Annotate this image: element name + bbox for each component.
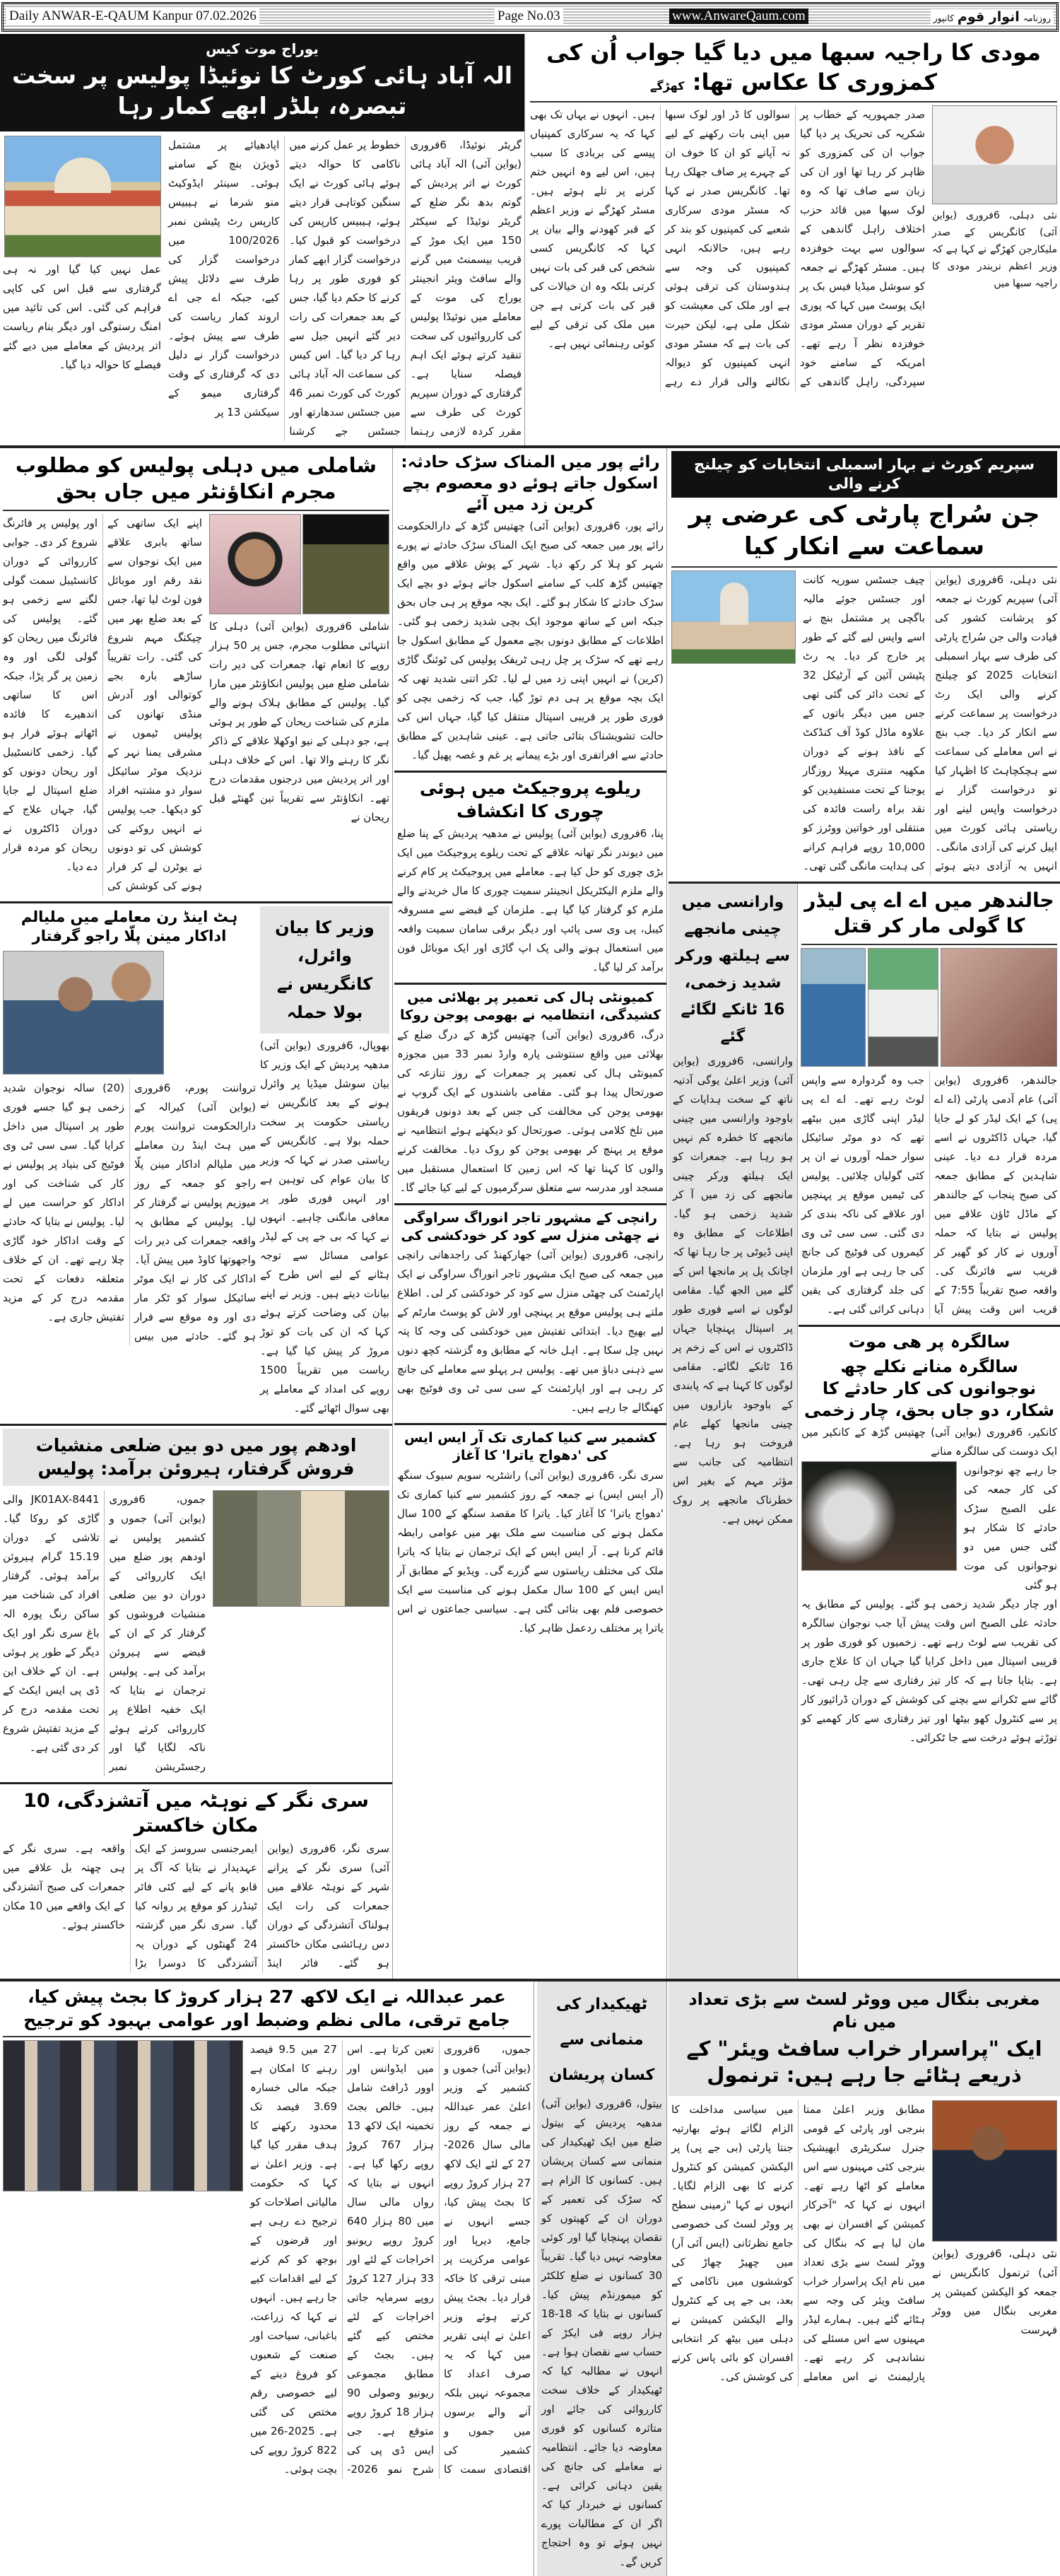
shamli-body: اپنے ایک ساتھی کے ساتھ بابری علاقے میں ایک نوجوان سے نقد رقم اور موبائل فون لوٹ لیا تھا، جس کے بعد ضلع بھر میں چیکنگ مہم شروع کی گئی۔ رات تقریباً ساڑھے بارہ بجے کوتوالی اور آدرش منڈی تھانوں کی پولیس ٹیموں نے مشرقی یمنا نہر کے نزدیک موٹر سائیکل سوار دو مشتبہ افراد کو دیکھا۔ جب پولیس نے انہیں روکنے کی کوشش کی تو دونوں نے یوٹرن لے کر فرار ہونے کی کوشش کی اور پولیس پر فائرنگ شروع کر دی۔ جوابی کارروائی کے دوران کانسٹیبل سمت گولی لگنے سے زخمی ہو گئے۔ پولیس کی فائرنگ میں ریحان کو گولی لگی اور وہ زمین پر گر پڑا، جبکہ اس کا ساتھی اندھیرے کا فائدہ اٹھاتے ہوئے فرار ہو گیا۔ زخمی کانسٹیبل اور ریحان دونوں کو ضلع اسپتال لے جایا گیا، جہاں علاج کے دوران ڈاکٹروں نے ریحان کو مردہ قرار دے دیا۔ bbox=[3, 517, 202, 893]
srinagar-body: سری نگر، 6فروری (یواین آئی) سری نگر کے پرانے شہر کے نوہٹہ علاقے میں جمعرات کی رات ایک ہولناک آتشزدگی کے دوران دس رہائشی مکان خاکستر ہو گئے۔ فائر اینڈ ایمرجنسی سروسز کے ایک عہدیدار نے بتایا کہ آگ پر قابو پانے کے لیے کئی فائر ٹینڈرز کو موقع پر روانہ کیا گیا۔ سری نگر میں گزشتہ 24 گھنٹوں کے دوران یہ آتشزدگی کا دوسرا بڑا واقعہ ہے۔ سری نگر کے ہی چھتہ بل علاقے میں جمعرات کی صبح آتشزدگی کے ایک واقعے میں 10 مکان خاکستر ہوئے۔ bbox=[3, 1842, 389, 1970]
photo-car-crime-scene bbox=[868, 948, 938, 1067]
modi-article bbox=[527, 34, 1060, 445]
hitrun-body: ترواننت پورم، 6فروری (یواین آئی) کیرالہ کے دارالحکومت ترواننت پورم میں ہٹ اینڈ رن معاملے میں ملیالم اداکار مینن پلّا راجو کو جمعہ کے روز میوزیم پولیس نے گرفتار کر لیا۔ پولیس کے مطابق یہ واقعہ جمعرات کی دیر رات واجھوتھا کاوڈ میں پیش آیا۔ اداکار کی کار نے ایک موٹر سائیکل سوار کو ٹکر مار دی اور وہ موقع سے فرار ہو گئے۔ حادثے میں بیس (20) سالہ نوجوان شدید زخمی ہو گیا جسے فوری طور پر اسپتال میں داخل کرایا گیا۔ سی سی ٹی وی فوٹیج کی بنیاد پر پولیس نے کار کی شناخت کی اور اداکار کو حراست میں لے لیا۔ پولیس نے بتایا کہ حادثے کے وقت اداکار خود گاڑی چلا رہے تھے۔ ان کے خلاف متعلقہ دفعات کے تحت مقدمہ درج کر کے مزید تفتیش جاری ہے۔ bbox=[3, 1081, 256, 1342]
birthday-headline: سالگرہ منانے نکلے چھ نوجوانوں کی کار حادثے کا شکار، دو جاں بحق، چار زخمی bbox=[804, 1356, 1054, 1421]
budget-article bbox=[0, 1981, 534, 2576]
website-link[interactable]: www.AnwareQaum.com bbox=[669, 8, 808, 24]
udhampur-headline: اودھم پور میں دو بین ضلعی منشیات فروش گرفتار، ہیروئن برآمد: پولیس bbox=[35, 1435, 357, 1479]
raipur-headline: رائے پور میں المناک سڑک حادثہ: اسکول جاتے ہوئے دو معصوم بچے کرین زد میں آئے bbox=[401, 452, 660, 514]
hitrun-headline: ہٹ اینڈ رن معاملے میں ملیالم اداکار مینن پلّا راجو گرفتار bbox=[20, 908, 238, 945]
logo-prefix: روزنامہ bbox=[1023, 13, 1051, 23]
birthday-body: اور چار دیگر شدید زخمی ہو گئے۔ پولیس کے مطابق یہ حادثہ علی الصبح اس وقت پیش آیا جب نوجوان سالگرہ کی تقریب سے لوٹ رہے تھے۔ زخمیوں کو فوری طور پر قریبی اسپتال میں داخل کرایا گیا جہاں ان کا علاج جاری ہے۔ بتایا جاتا ہے کہ کار تیز رفتاری سے چل رہی تھی۔ گائے سے ٹکرانے سے بچنے کی کوشش کے دوران ڈرائیور کار پر سے کنٹرول کھو بیٹھا اور تیز رفتاری سے کار کھمبے کو توڑتے ہوئے درخت سے جا ٹکرائی۔ bbox=[801, 1598, 1057, 1745]
varanasi-body: وارانسی، 6فروری (یواین آئی) وزیر اعلیٰ یوگی آدتیہ ناتھ کے سخت ہدایات کے باوجود وارانسی میں چینی مانجھے کا خطرہ کم نہیں ہو رہا ہے۔ جمعرات کو ایک ہیلتھ ورکر چینی مانجھے کی زد میں آ کر شدید زخمی ہو گیا۔ اطلاعات کے مطابق وہ اپنی ڈیوٹی پر جا رہا تھا کہ اچانک پل پر مانجھا اس کے گلے میں الجھ گیا۔ مقامی لوگوں نے اسے فوری طور پر اسپتال پہنچایا جہاں ڈاکٹروں نے اس کے زخم پر 16 ٹانکے لگائے۔ مقامی لوگوں کا کہنا ہے کہ پابندی کے باوجود بازاروں میں چینی مانجھا کھلے عام فروخت ہو رہا ہے۔ انتظامیہ کی جانب سے مؤثر مہم کے بغیر اس خطرناک مانجھے پر روک ممکن نہیں ہے۔ bbox=[673, 1054, 793, 1526]
edition-date: 07.02.2026 bbox=[196, 8, 257, 23]
budget-headline: عمر عبداللہ نے ایک لاکھ 27 ہزار کروڑ کا بجٹ پیش کیا، جامع ترقی، مالی نظم وضبط اور عوامی بہبود کو ترجیح bbox=[23, 1986, 510, 2030]
top-section bbox=[0, 34, 1060, 448]
photo-car-accident bbox=[801, 1461, 957, 1571]
srinagar-headline: سری نگر کے نوہٹہ میں آتشزدگی، 10 مکان خاکستر bbox=[23, 1790, 369, 1837]
ranchi-article bbox=[394, 1205, 666, 1425]
raipur-body: رائے پور، 6فروری (یواین آئی) چھتیس گڑھ کے دارالحکومت رائے پور میں جمعہ کی صبح ایک المناک سڑک حادثے نے پورے شہر کو ہلا کر رکھ دیا۔ شہر کے پوش علاقے میں واقع چھتیس گڑھ کلب کے سامنے اسکول جاتے ہوئے دو بچے ایک سڑک حادثے کا شکار ہو گئے۔ ایک بچہ موقع پر ہی جاں بحق جبکہ اس کے ساتھ موجود ایک بچی شدید زخمی ہو گئی۔ اطلاعات کے مطابق دونوں بچے معمول کے مطابق اسکول جا رہے تھے کہ سڑک پر چل رہی ٹریفک پولیس کی ٹوئنگ گاڑی (کرین) نے انہیں اپنی زد میں لے لیا۔ ٹکر اتنی شدید تھی کہ ایک بچہ موقع پر ہی دم توڑ گیا، جب کہ زخمی بچی کو فوری طور پر قریبی اسپتال منتقل کیا گیا، جہاں اس کی حالت تشویشناک بتائی جاتی ہے۔ عینی شاہدین کے مطابق حادثے سے افراتفری اور بڑے پیمانے پر غم و غصہ پھیل گیا۔ bbox=[397, 520, 664, 762]
noida-kicker: یوراج موت کیس bbox=[206, 40, 319, 57]
modi-body: صدر جمہوریہ کے خطاب پر شکریہ کی تحریک پر دیا گیا جواب ان کی کمزوری کو ظاہر کر رہا تھا اور ان کی زبان سے صاف تھا کہ وہ لوک سبھا میں قائد حزب اختلاف راہل گاندھی کے سوالوں سے بہت خوفزدہ ہیں۔ مسٹر کھڑگے نے جمعہ کو سوشل میڈیا فیس بک پر ایک پوسٹ میں کہا کہ پوری تقریر کے دوران مسٹر مودی خوفزدہ نظر آ رہے تھے۔ امریکہ کے سامنے خود سپردگی، راہل گاندھی کے سوالوں کا ڈر اور لوک سبھا میں اپنی بات رکھنے کے لیے نہ آپانے کو ان کا خوف ان کے چہرے پر صاف جھلک رہا تھا۔ کانگریس صدر نے کہا کہ مسٹر مودی سرکاری شعبے کی کمپنیوں کو بند کر رہے ہیں، حالانکہ انہی کمپنیوں کی وجہ سے ہندوستان کی ترقی ہوئی ہے اور ملک کی معیشت کو شکل ملی ہے، لیکن حیرت کی بات ہے کہ مسٹر مودی انہی کمپنیوں کو دیوالہ نکالنے والی قرار دے رہے ہیں۔ انہوں نے یہاں تک بھی کہا کہ یہ سرکاری کمپنیاں پیسے کی بربادی کا سبب ہیں، اس لیے وہ انہیں ختم کرنے پر تلے ہوئے ہیں۔ مسٹر کھڑگے نے وزیر اعظم کے قبر کھودنے والے بیان پر کہا کہ کانگریس کسی شخص کی قبر کی بات نہیں کرتی بلکہ وہ ان خیالات کی قبر کی بات کرتی ہے جن میں ملک کی ترقی کے لیے کوئی رہنمائی نہیں ہے۔ bbox=[530, 108, 925, 389]
budget-body: جموں، 6فروری (یواین آئی) جموں و کشمیر کے وزیر اعلیٰ عمر عبداللہ نے جمعہ کے روز مالی سال 2026-27 کے لئے ایک لاکھ 27 ہزار کروڑ روپے کا بجٹ پیش کیا، جسے انہوں نے جامع، دیرپا اور عوامی مرکزیت پر مبنی ترقی کا خاکہ قرار دیا۔ بجٹ پیش کرتے ہوئے وزیر اعلیٰ نے اپنی تقریر میں کہا کہ یہ صرف اعداد کا مجموعہ نہیں بلکہ آنے والے برسوں میں جموں و کشمیر کی اقتصادی سمت کا تعین کرتا ہے۔ اس میں ایڈوانس اور اوور ڈرافٹ شامل ہیں۔ خالص بجٹ تخمینہ ایک لاکھ 13 ہزار 767 کروڑ روپے رکھا گیا ہے۔ انہوں نے بتایا کہ رواں مالی سال میں 80 ہزار 640 کروڑ روپے ریونیو اخراجات کے لئے اور 33 ہزار 127 کروڑ روپے سرمایہ جاتی اخراجات کے لئے مختص کیے گئے ہیں۔ بجٹ کے مطابق مجموعی ریونیو وصولی 90 ہزار 18 کروڑ روپے متوقع ہے۔ جی ایس ڈی پی کی شرح نمو 2026-27 میں 9.5 فیصد رہنے کا امکان ہے جبکہ مالی خسارہ 3.69 فیصد تک محدود رکھنے کا ہدف مقرر کیا گیا ہے۔ وزیر اعلیٰ نے کہا کہ حکومت مالیاتی اصلاحات کو ترجیح دے رہی ہے اور قرضوں کے بوجھ کو کم کرنے کے لیے اقدامات کیے جا رہے ہیں۔ انہوں نے کہا کہ زراعت، باغبانی، سیاحت اور صنعت کے شعبوں کو فروغ دینے کے لیے خصوصی رقم مختص کی گئی ہے۔ 2025-26 میں 822 کروڑ روپے کی بچت ہوئی۔ bbox=[250, 2043, 531, 2476]
bengal-article bbox=[669, 1981, 1060, 2576]
photo-tmc-leader bbox=[932, 2100, 1057, 2242]
kashmir-headline: کشمیر سے کنیا کماری تک آر ایس ایس کی 'دھواج یاترا' کا آغاز bbox=[404, 1430, 656, 1463]
jalandhar-headline: جالندھر میں اے اے پی لیڈر کا گولی مار کر قتل bbox=[804, 888, 1054, 938]
logo-name: انوار قوم bbox=[957, 9, 1020, 25]
udhampur-headline-box bbox=[3, 1429, 389, 1486]
logo-city: کانپور bbox=[933, 13, 955, 23]
noida-body-continued: عمل نہیں کیا گیا اور نہ ہی گرفتاری سے قبل اس کی کاپی فراہم کی گئی۔ اس کی تائید میں امنگ رستوگی اور دیگر بنام ریاست اتر پردیش کے معاملے میں دیے گئے فیصلے کا حوالہ دیا گیا۔ bbox=[3, 262, 161, 371]
noida-article-banner bbox=[0, 34, 524, 131]
modi-caption: نئی دہلی، 6فروری (یواین آئی) کانگریس کے صدر ملیکارجن کھڑگے نے کہا ہے کہ وزیر اعظم نریندر مودی کا راجیہ سبھا میں bbox=[932, 210, 1057, 290]
udhampur-body: جموں، 6فروری (یواین آئی) جموں و کشمیر پولیس نے اودھم پور ضلع میں ایک کارروائی کے دوران دو بین ضلعی منشیات فروشوں کو گرفتار کر کے ان کے قبضے سے ہیروئن برآمد کی ہے۔ پولیس ترجمان نے بتایا کہ ایک خفیہ اطلاع پر کارروائی کرتے ہوئے ناکہ لگایا گیا اور رجسٹریشن نمبر JK01AX-8441 والی گاڑی کو روکا گیا۔ تلاشی کے دوران 15.19 گرام ہیروئن برآمد ہوئی۔ گرفتار افراد کی شناخت میر ساکن رنگ پورہ الہ باغ سری نگر اور ایک دیگر کے طور پر ہوئی ہے۔ ان کے خلاف این ڈی پی ایس ایکٹ کے تحت مقدمہ درج کر کے مزید تفتیش شروع کر دی گئی ہے۔ bbox=[3, 1493, 206, 1774]
railway-body: پنا، 6فروری (یواین آئی) پولیس نے مدھیہ پردیش کے پنا ضلع میں دیوندر نگر تھانہ علاقے کے تحت ریلوے پروجیکٹ میں ایک بڑی چوری کو حل کیا ہے۔ معاملے میں پروجیکٹ پر کام کرنے والے ملزم الیکٹریکل انجینئر سمیت چوری کا مال خریدنے والے ملزم کو گرفتار کیا گیا ہے۔ ملزمان کے قبضے سے مسروقہ کیبل، پی وی سی پائپ اور دیگر برقی سامان سمیت واقعہ میں استعمال ہونے والی پک اپ گاڑی اور ایک موبائل فون برآمد کر لیا گیا۔ bbox=[397, 827, 664, 974]
bengal-body: مطابق وزیر اعلیٰ ممتا بنرجی اور پارٹی کے قومی جنرل سکریٹری ابھیشیک بنرجی کئی مہینوں سے اس معاملے کو اٹھا رہے تھے۔ انہوں نے کہا کہ "آخرکار کمیشن کے افسران نے بھی مان لیا ہے کہ بنگال کی ووٹر لسٹ سے بڑی تعداد میں نام ایک پراسرار خراب سافٹ ویئر کی وجہ سے ہٹائے گئے ہیں۔ ہمارے لیڈر مہینوں سے اس مسئلے کی نشاندہی کر رہے تھے۔ پارلیمنٹ نے اس معاملے میں سیاسی مداخلت کا الزام لگاتے ہوئے بھارتیہ جنتا پارٹی (بی جے پی) پر الیکشن کمیشن کو کنٹرول کرنے کا بھی الزام لگایا۔ انہوں نے کہا "زمینی سطح پر ووٹر لسٹ کی خصوصی جامع نظرثانی (ایس آئی آر) میں چھیڑ چھاڑ کی کوششوں میں ناکامی کے بعد، بی جے پی کے کنٹرول والے الیکشن کمیشن نے دہلی میں بیٹھ کر انتخابی افسران کو بائی پاس کرنے کی کوشش کی۔ bbox=[671, 2103, 925, 2384]
birthday-lead: کانکیر، 6فروری (یواین آئی) چھتیس گڑھ کے کانکیر میں ایک دوست کی سالگرہ منانے bbox=[801, 1426, 1057, 1458]
modi-byline: کھڑگے bbox=[650, 78, 685, 93]
udhampur-article bbox=[0, 1426, 392, 1784]
bengal-headline-box bbox=[669, 1981, 1060, 2096]
jalandhar-article bbox=[799, 884, 1060, 1327]
shamli-caption: شاملی 6فروری (یواین آئی) دہلی کا انتہائی مطلوب مجرم، جس پر 50 ہزار روپے کا انعام تھا، جمعرات کی دیر رات شاملی ضلع میں پولیس انکاؤنٹر میں مارا گیا۔ پولیس کے مطابق ہلاک ہونے والے ملزم کی شناخت ریحان کے طور پر ہوئی ہے، جو دہلی کے نیو اوکھلا علاقے کے ذاکر نگر کا رہنے والا تھا۔ اس کے خلاف دہلی اور اتر پردیش میں درجنوں مقدمات درج تھے۔ انکاؤنٹر سے تقریباً تین گھنٹے قبل ریحان نے bbox=[209, 620, 390, 824]
kashmir-article bbox=[394, 1425, 666, 1643]
railway-article bbox=[394, 773, 666, 985]
modi-headline-row bbox=[530, 37, 1057, 98]
hall-body: درگ، 6فروری (یواین آئی) چھتیس گڑھ کے درگ ضلع کے بھلائی میں واقع سنتوشی پارہ وارڈ نمبر 33 میں مجوزہ کمیونٹی ہال کی تعمیر پر جمعرات کے روز تنازعہ کی صورتحال پیدا ہو گئی۔ مقامی باشندوں کے ایک گروپ نے بھومی پوجن کی مخالفت کی جس کے بعد دونوں فریقوں میں تلخ کلامی ہوئی۔ صورتحال کو دیکھتے ہوئے انتظامیہ نے موقع پر پہنچ کر بھومی پوجن کو روک دیا۔ مخالفت کرنے والوں کا کہنا تھا کہ اس زمین کا استعمال مستقبل میں مسجد اور مدرسہ سے متعلق سرگرمیوں کے لیے کیا جائے گا۔ bbox=[397, 1028, 664, 1194]
photo-police-officers bbox=[302, 514, 389, 614]
bengal-caption: نئی دہلی، 6فروری (یواین آئی) ترنمول کانگریس نے جمعہ کو الیکشن کمیشن پر مغربی بنگال میں ووٹر فہرست bbox=[932, 2247, 1057, 2337]
right-column bbox=[669, 448, 1060, 1979]
photo-mallikarjun-kharge bbox=[932, 105, 1057, 204]
photo-victim bbox=[941, 948, 1057, 1067]
edition-label bbox=[6, 8, 259, 24]
newspaper-logo bbox=[931, 9, 1054, 25]
photo-actor-arrest bbox=[3, 951, 164, 1075]
minister-headline: وزیر کا بیان وائرل، کانگریس نے بولا حملہ bbox=[275, 918, 375, 1023]
hall-headline: کمیونٹی ہال کی تعمیر پر بھلائی میں کشیدگی، انتظامیہ نے بھومی پوجن روکا bbox=[400, 990, 661, 1024]
shamli-headline: شاملی میں دہلی پولیس کو مطلوب مجرم انکاؤنٹر میں جاں بحق bbox=[15, 452, 377, 504]
photo-supreme-court bbox=[671, 570, 796, 664]
photo-drug-peddlers bbox=[213, 1490, 389, 1607]
modi-headline: مودی کا راجیہ سبھا میں دیا گیا جواب اُن کی کمزوری کا عکاس تھا: bbox=[546, 39, 1041, 95]
middle-section bbox=[0, 448, 1060, 1982]
hall-article bbox=[394, 985, 666, 1205]
birthday-side: جا رہے چھ نوجوانوں کی کار جمعہ کی علی الصبح سڑک حادثے کا شکار ہو گئی جس میں دو نوجوانوں کی موت ہو گئی bbox=[964, 1464, 1057, 1592]
jansuraaj-kicker-banner bbox=[671, 451, 1057, 498]
varanasi-headline: وارانسی میں چینی مانجھے سے ہیلتھ ورکر شدید زخمی، 16 ٹانکے لگائے گئے bbox=[676, 893, 790, 1046]
jansuraaj-kicker: سپریم کورٹ نے بہار اسمبلی انتخابات کو چیلنج کرنے والی bbox=[694, 455, 1035, 493]
contractor-body: بیتول، 6فروری (یواین آئی) مدھیہ پردیش کے بیتول ضلع میں ایک ٹھیکیدار کی منمانی سے کسان پریشان ہیں۔ کسانوں کا الزام ہے کہ سڑک کی تعمیر کے دوران ان کے کھیتوں کو نقصان پہنچایا گیا اور کوئی معاوضہ نہیں دیا گیا۔ تقریباً 30 کسانوں نے ضلع کلکٹر کو میمورنڈم پیش کیا۔ کسانوں نے بتایا کہ 18-18 ہزار روپے فی ایکڑ کے حساب سے نقصان ہوا ہے۔ انہوں نے مطالبہ کیا کہ ٹھیکیدار کے خلاف سخت کارروائی کی جائے اور متاثرہ کسانوں کو فوری معاوضہ دیا جائے۔ انتظامیہ نے معاملے کی جانچ کی یقین دہانی کرائی ہے۔ کسانوں نے خبردار کیا کہ اگر ان کے مطالبات پورے نہیں ہوئے تو وہ احتجاج کریں گے۔ bbox=[541, 2097, 663, 2569]
minister-headline-box bbox=[260, 906, 389, 1034]
varanasi-article bbox=[669, 884, 797, 1979]
srinagar-article bbox=[0, 1784, 392, 1979]
noida-body: گریٹر نوئیڈا، 6فروری (یواین آئی) الہ آباد ہائی کورٹ نے اتر پردیش کے گوتم بدھ نگر ضلع کے گریٹر نوئیڈا کے سیکٹر 150 میں ایک موڑ کے قریب بیسمنٹ میں گرنے والے سافٹ ویئر انجینئر یوراج کی موت کے معاملے میں نوئیڈا پولیس کی کارروائیوں کی سخت تنقید کرتے ہوئے ایک اہم فیصلہ سنایا ہے۔ گرفتاری کے دوران سپریم کورٹ کی طرف سے مقرر کردہ لازمی رہنما خطوط پر عمل کرنے میں ناکامی کا حوالہ دیتے ہوئے ہائی کورٹ نے ایک سنگین کوتاہی قرار دیتے ہوئے، ہیبیس کارپس کی درخواست کو قبول کیا۔ درخواست گزار ابھے کمار کو فوری طور پر رہا کرنے کا حکم دیا گیا، جس کے بعد جمعرات کی رات دیر گئے انہیں جیل سے رہا کر دیا گیا۔ اس کیس کی سماعت الہ آباد ہائی کورٹ کی کورٹ نمبر 46 میں جسٹس سدھارتھ اور جسٹس جے کرشنا اپادھیائے پر مشتمل ڈویژن بنچ کے سامنے ہوئی۔ سینئر ایڈوکیٹ منو شرما نے ہیبیس کارپس رٹ پٹیشن نمبر 100/2026 میں درخواست گزار کی طرف سے دلائل پیش کیے، جبکہ اے جی اے اروند کمار ریاست کی طرف سے پیش ہوئے۔ درخواست گزار نے دلیل دی کہ گرفتاری کے وقت گرفتاری میمو کے سیکشن 13 پر bbox=[168, 138, 522, 438]
jansuraaj-headline: جن سُراج پارٹی کی عرضی پر سماعت سے انکار کیا bbox=[688, 500, 1040, 561]
jalandhar-body: جالندھر، 6فروری (یواین آئی) عام آدمی پارٹی (اے اے پی) کے ایک لیڈر کو لے جایا گیا، جہاں ڈاکٹروں نے اسے مردہ قرار دے دیا۔ عینی شاہدین کے مطابق جمعہ کی صبح پنجاب کے جالندھر کے ماڈل ٹاؤن علاقے میں پولیس نے بتایا کہ حملہ آوروں نے کار کو گھیر کر قریب سے فائرنگ کی۔ واقعہ صبح تقریباً 7:55 کے قریب اس وقت پیش آیا جب وہ گردوارہ سے واپس لوٹ رہے تھے۔ اے اے پی لیڈر اپنی گاڑی میں بیٹھے تھے کہ دو موٹر سائیکل سوار حملہ آوروں نے ان پر کئی گولیاں چلائیں۔ پولیس کی ٹیمیں موقع پر پہنچیں اور علاقے کی ناکہ بندی کر دی گئی۔ سی سی ٹی وی کیمروں کی فوٹیج کی جانچ کی جا رہی ہے اور ملزمان کی جلد گرفتاری کی یقین دہانی کرائی گئی ہے۔ bbox=[801, 1073, 1058, 1316]
photo-allahabad-high-court bbox=[4, 136, 161, 257]
railway-headline: ریلوے پروجیکٹ میں ہوئی چوری کا انکشاف bbox=[419, 778, 642, 821]
birthday-article bbox=[799, 1327, 1060, 1754]
birthday-kicker: سالگرہ پر ھی موت bbox=[848, 1331, 1011, 1352]
jansuraaj-article bbox=[669, 448, 1060, 884]
photo-aap-leader bbox=[801, 948, 866, 1067]
contractor-article bbox=[537, 1981, 666, 2576]
contractor-headline: ٹھیکیدار کی منمانی سے کسان پریشان bbox=[548, 1996, 655, 2085]
photo-accused-rehan bbox=[209, 514, 301, 614]
edition-name: Daily ANWAR-E-QAUM Kanpur bbox=[9, 8, 193, 23]
bengal-kicker: مغربی بنگال میں ووٹر لسٹ سے بڑی تعداد میں نام bbox=[688, 1989, 1040, 2032]
kashmir-body: سری نگر، 6فروری (یواین آئی) راشٹریہ سویم سیوک سنگھ (آر ایس ایس) نے جمعہ کے روز کشمیر سے کنیا کماری تک 'دھواج یاترا' کا آغاز کیا۔ یاترا کا مقصد سنگھ کے 100 سال مکمل ہونے کی مناسبت سے ملک بھر میں عوامی رابطہ قائم کرنا ہے۔ آر ایس ایس کے ایک ترجمان نے بتایا کہ یاترا ملک کی مختلف ریاستوں سے گزرے گی۔ ویڈیو کے مطابق آر ایس ایس کے 100 سال مکمل ہونے کی مناسبت سے ایک خصوصی فلم بھی بنائی گئی ہے۔ سیاسی جماعتوں نے اس یاترا پر مختلف ردعمل ظاہر کیا۔ bbox=[397, 1468, 664, 1634]
bengal-headline: ایک "پراسرار خراب سافٹ ویئر" کے ذریعے ہٹائے جا رہے ہیں: ترنمول bbox=[686, 2036, 1042, 2088]
hitrun-article bbox=[3, 906, 256, 1346]
bottom-section bbox=[0, 1981, 1060, 2576]
jansuraaj-body: نئی دہلی، 6فروری (یواین آئی) سپریم کورٹ نے جمعہ کو پرشانت کشور کی قیادت والی جن سُراج پارٹی کی طرف سے بہار اسمبلی انتخابات 2025 کو چیلنج کرنے والی ایک رٹ درخواست پر سماعت کرنے سے انکار کر دیا۔ جب بنچ نے اس معاملے کی سماعت سے ہچکچاہٹ کا اظہار کیا تو درخواست گزار نے درخواست واپس لینے اور ریاستی ہائی کورٹ میں اپیل کرنے کی آزادی مانگی۔ انہیں یہ آزادی دیتے ہوئے چیف جسٹس سوریہ کانت اور جسٹس جوئے مالیہ باگچی پر مشتمل بنچ نے اسے واپس لیے گئے کے طور پر خارج کر دیا۔ یہ رٹ پٹیشن آئین کے آرٹیکل 32 کے تحت دائر کی گئی تھی جس میں دیگر باتوں کے علاوہ ماڈل کوڈ آف کنڈکٹ کے نافذ ہونے کے دوران مکھیہ منتری مہیلا روزگار یوجنا کے تحت مستفیدین کو نقد براہ راست فائدہ کی منتقلی اور خواتین ووٹرز کو 10,000 روپے فراہم کرانے کی ہدایت مانگی گئی تھی۔ bbox=[803, 573, 1057, 872]
noida-headline: الہ آباد ہائی کورٹ کا نوئیڈا پولیس پر سخت تبصرہ، بلڈر ابھے کمار رہا bbox=[11, 62, 513, 119]
ranchi-body: رانچی، 6فروری (یواین آئی) جھارکھنڈ کی راجدھانی رانچی میں جمعہ کی صبح ایک مشہور تاجر انوراگ سراوگی نے ایک اپارٹمنٹ کی چھٹی منزل سے کود کر خودکشی کر لی۔ اطلاع ملتے ہی پولیس موقع پر پہنچی اور لاش کو پوسٹ مارٹم کے لیے بھیج دیا۔ ابتدائی تفتیش میں خودکشی کی وجہ کا پتہ نہیں چل سکا ہے۔ اہل خانہ کے مطابق وہ گزشتہ کچھ دنوں سے ذہنی دباؤ میں تھے۔ پولیس ہر پہلو سے معاملے کی جانچ کر رہی ہے اور اپارٹمنٹ کے سی سی ٹی وی فوٹیج بھی کھنگالے جا رہے ہیں۔ bbox=[397, 1248, 664, 1415]
photo-budget-ministers bbox=[3, 2040, 243, 2191]
noida-article bbox=[0, 34, 524, 445]
page-number: Page No.03 bbox=[495, 8, 563, 24]
middle-column bbox=[394, 448, 666, 1979]
ranchi-headline: رانچی کے مشہور تاجر انوراگ سراوگی نے چھٹی منزل سے کود کر خودکشی کی bbox=[401, 1210, 660, 1243]
shamli-article bbox=[0, 448, 392, 903]
masthead-bar bbox=[1, 2, 1059, 32]
left-column bbox=[0, 448, 392, 1979]
raipur-article bbox=[394, 448, 666, 773]
minister-article bbox=[260, 906, 389, 1418]
minister-body: بھوپال، 6فروری (یواین آئی) مدھیہ پردیش کے ایک وزیر کا بیان سوشل میڈیا پر وائرل ہونے کے بعد کانگریس نے ریاستی حکومت پر سخت حملہ بولا ہے۔ کانگریس کے ریاستی صدر نے کہا کہ وزیر کا بیان عوام کی توہین ہے اور انہیں فوری طور پر معافی مانگنی چاہیے۔ انہوں نے کہا کہ بی جے پی کے لیڈر عوامی مسائل سے توجہ ہٹانے کے لیے اس طرح کے بیانات دیتے ہیں۔ وزیر نے اپنے بیان کی وضاحت کرتے ہوئے کہا کہ ان کی بات کو توڑ مروڑ کر پیش کیا گیا ہے۔ ریاست میں تقریباً 1500 روپے کی امداد کے معاملے پر بھی سوال اٹھائے گئے۔ bbox=[260, 1039, 390, 1415]
